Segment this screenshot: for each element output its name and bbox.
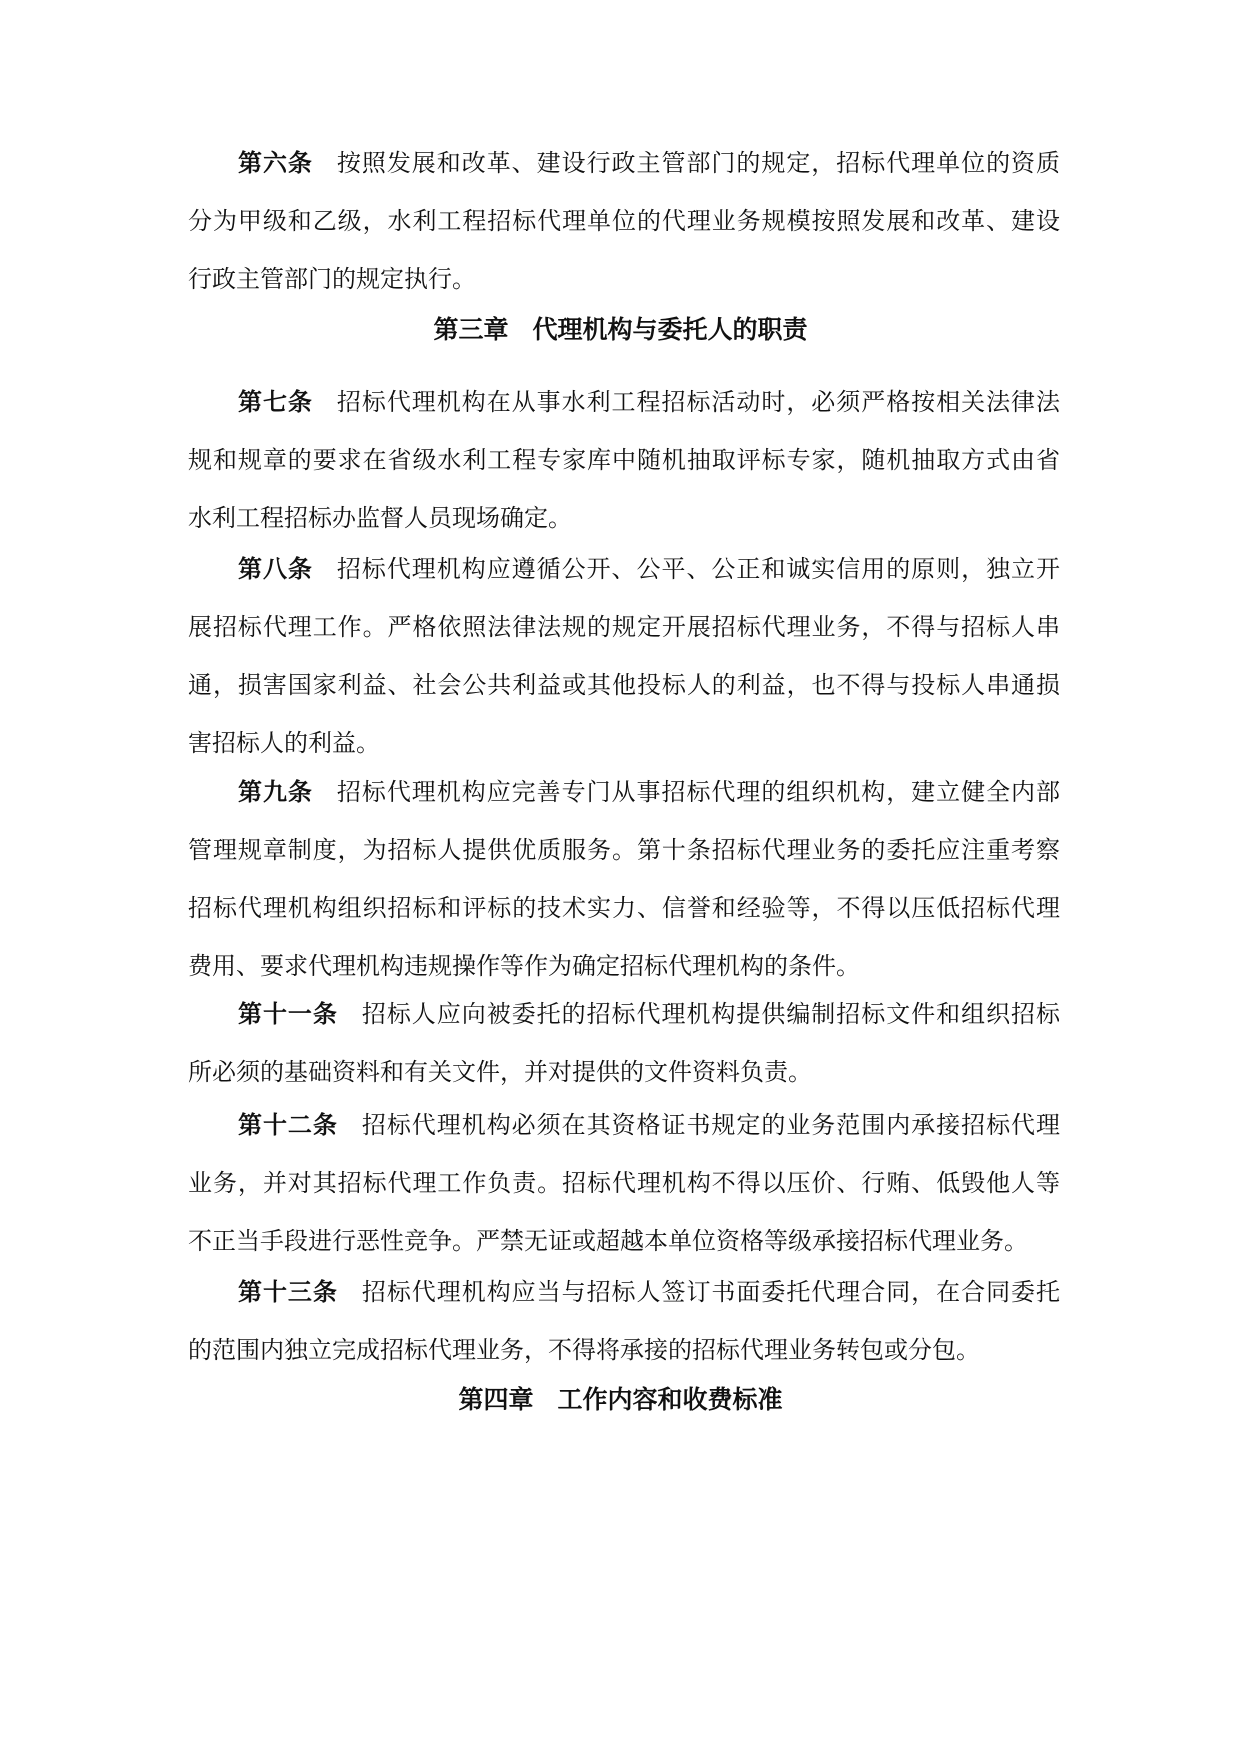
article-6-label: 第六条 (238, 148, 313, 177)
article-9-line-1: 第九条 招标代理机构应完善专门从事招标代理的组织机构，建立健全内部 (238, 777, 1060, 806)
article-6-line-2: 分为甲级和乙级，水利工程招标代理单位的代理业务规模按照发展和改革、建设 (188, 207, 1060, 235)
article-13-label: 第十三条 (238, 1277, 338, 1306)
article-8-label: 第八条 (238, 554, 313, 583)
article-8 (188, 540, 1060, 772)
article-12-line-1: 第十二条 招标代理机构必须在其资格证书规定的业务范围内承接招标代理 (238, 1110, 1060, 1139)
article-8-line-4: 害招标人的利益。 (188, 729, 380, 757)
article-7-line-3: 水利工程招标办监督人员现场确定。 (188, 504, 572, 532)
article-13-line-1: 第十三条 招标代理机构应当与招标人签订书面委托代理合同，在合同委托 (238, 1277, 1060, 1306)
article-6-line-3: 行政主管部门的规定执行。 (188, 265, 476, 293)
article-13 (188, 1263, 1060, 1379)
article-12-label: 第十二条 (238, 1110, 338, 1139)
chapter-3-heading (0, 310, 1241, 350)
article-8-line-3: 通，损害国家利益、社会公共利益或其他投标人的利益，也不得与投标人串通损 (188, 671, 1060, 699)
chapter-4-label: 第四章 (458, 1385, 534, 1414)
article-11-line-1: 第十一条 招标人应向被委托的招标代理机构提供编制招标文件和组织招标 (238, 999, 1060, 1028)
article-9-line-2: 管理规章制度，为招标人提供优质服务。第十条招标代理业务的委托应注重考察 (188, 836, 1060, 864)
article-11-line-2: 所必须的基础资料和有关文件，并对提供的文件资料负责。 (188, 1058, 812, 1086)
article-7-label: 第七条 (238, 387, 313, 416)
article-11-label: 第十一条 (238, 999, 338, 1028)
chapter-4-title: 工作内容和收费标准 (557, 1385, 783, 1414)
article-8-line-2: 展招标代理工作。严格依照法律法规的规定开展招标代理业务，不得与招标人串 (188, 613, 1060, 641)
chapter-3-title: 代理机构与委托人的职责 (532, 315, 808, 344)
article-13-line-2: 的范围内独立完成招标代理业务，不得将承接的招标代理业务转包或分包。 (188, 1336, 980, 1364)
article-9-line-3: 招标代理机构组织招标和评标的技术实力、信誉和经验等，不得以压低招标代理 (188, 894, 1060, 922)
article-6 (188, 134, 1060, 308)
article-6-line-1: 第六条 按照发展和改革、建设行政主管部门的规定，招标代理单位的资质 (238, 148, 1060, 177)
article-7 (188, 373, 1060, 547)
article-8-line-1: 第八条 招标代理机构应遵循公开、公平、公正和诚实信用的原则，独立开 (238, 554, 1060, 583)
article-9-label: 第九条 (238, 777, 313, 806)
article-9-line-4: 费用、要求代理机构违规操作等作为确定招标代理机构的条件。 (188, 952, 860, 980)
article-12-line-2: 业务，并对其招标代理工作负责。招标代理机构不得以压价、行贿、低毁他人等 (188, 1169, 1060, 1197)
article-12 (188, 1096, 1060, 1270)
article-7-line-1: 第七条 招标代理机构在从事水利工程招标活动时，必须严格按相关法律法 (238, 387, 1060, 416)
article-7-line-2: 规和规章的要求在省级水利工程专家库中随机抽取评标专家，随机抽取方式由省 (188, 446, 1060, 474)
article-12-line-3: 不正当手段进行恶性竞争。严禁无证或超越本单位资格等级承接招标代理业务。 (188, 1227, 1028, 1255)
chapter-3-label: 第三章 (433, 315, 509, 344)
chapter-4-heading (0, 1380, 1241, 1420)
article-11 (188, 985, 1060, 1101)
article-9 (188, 763, 1060, 995)
